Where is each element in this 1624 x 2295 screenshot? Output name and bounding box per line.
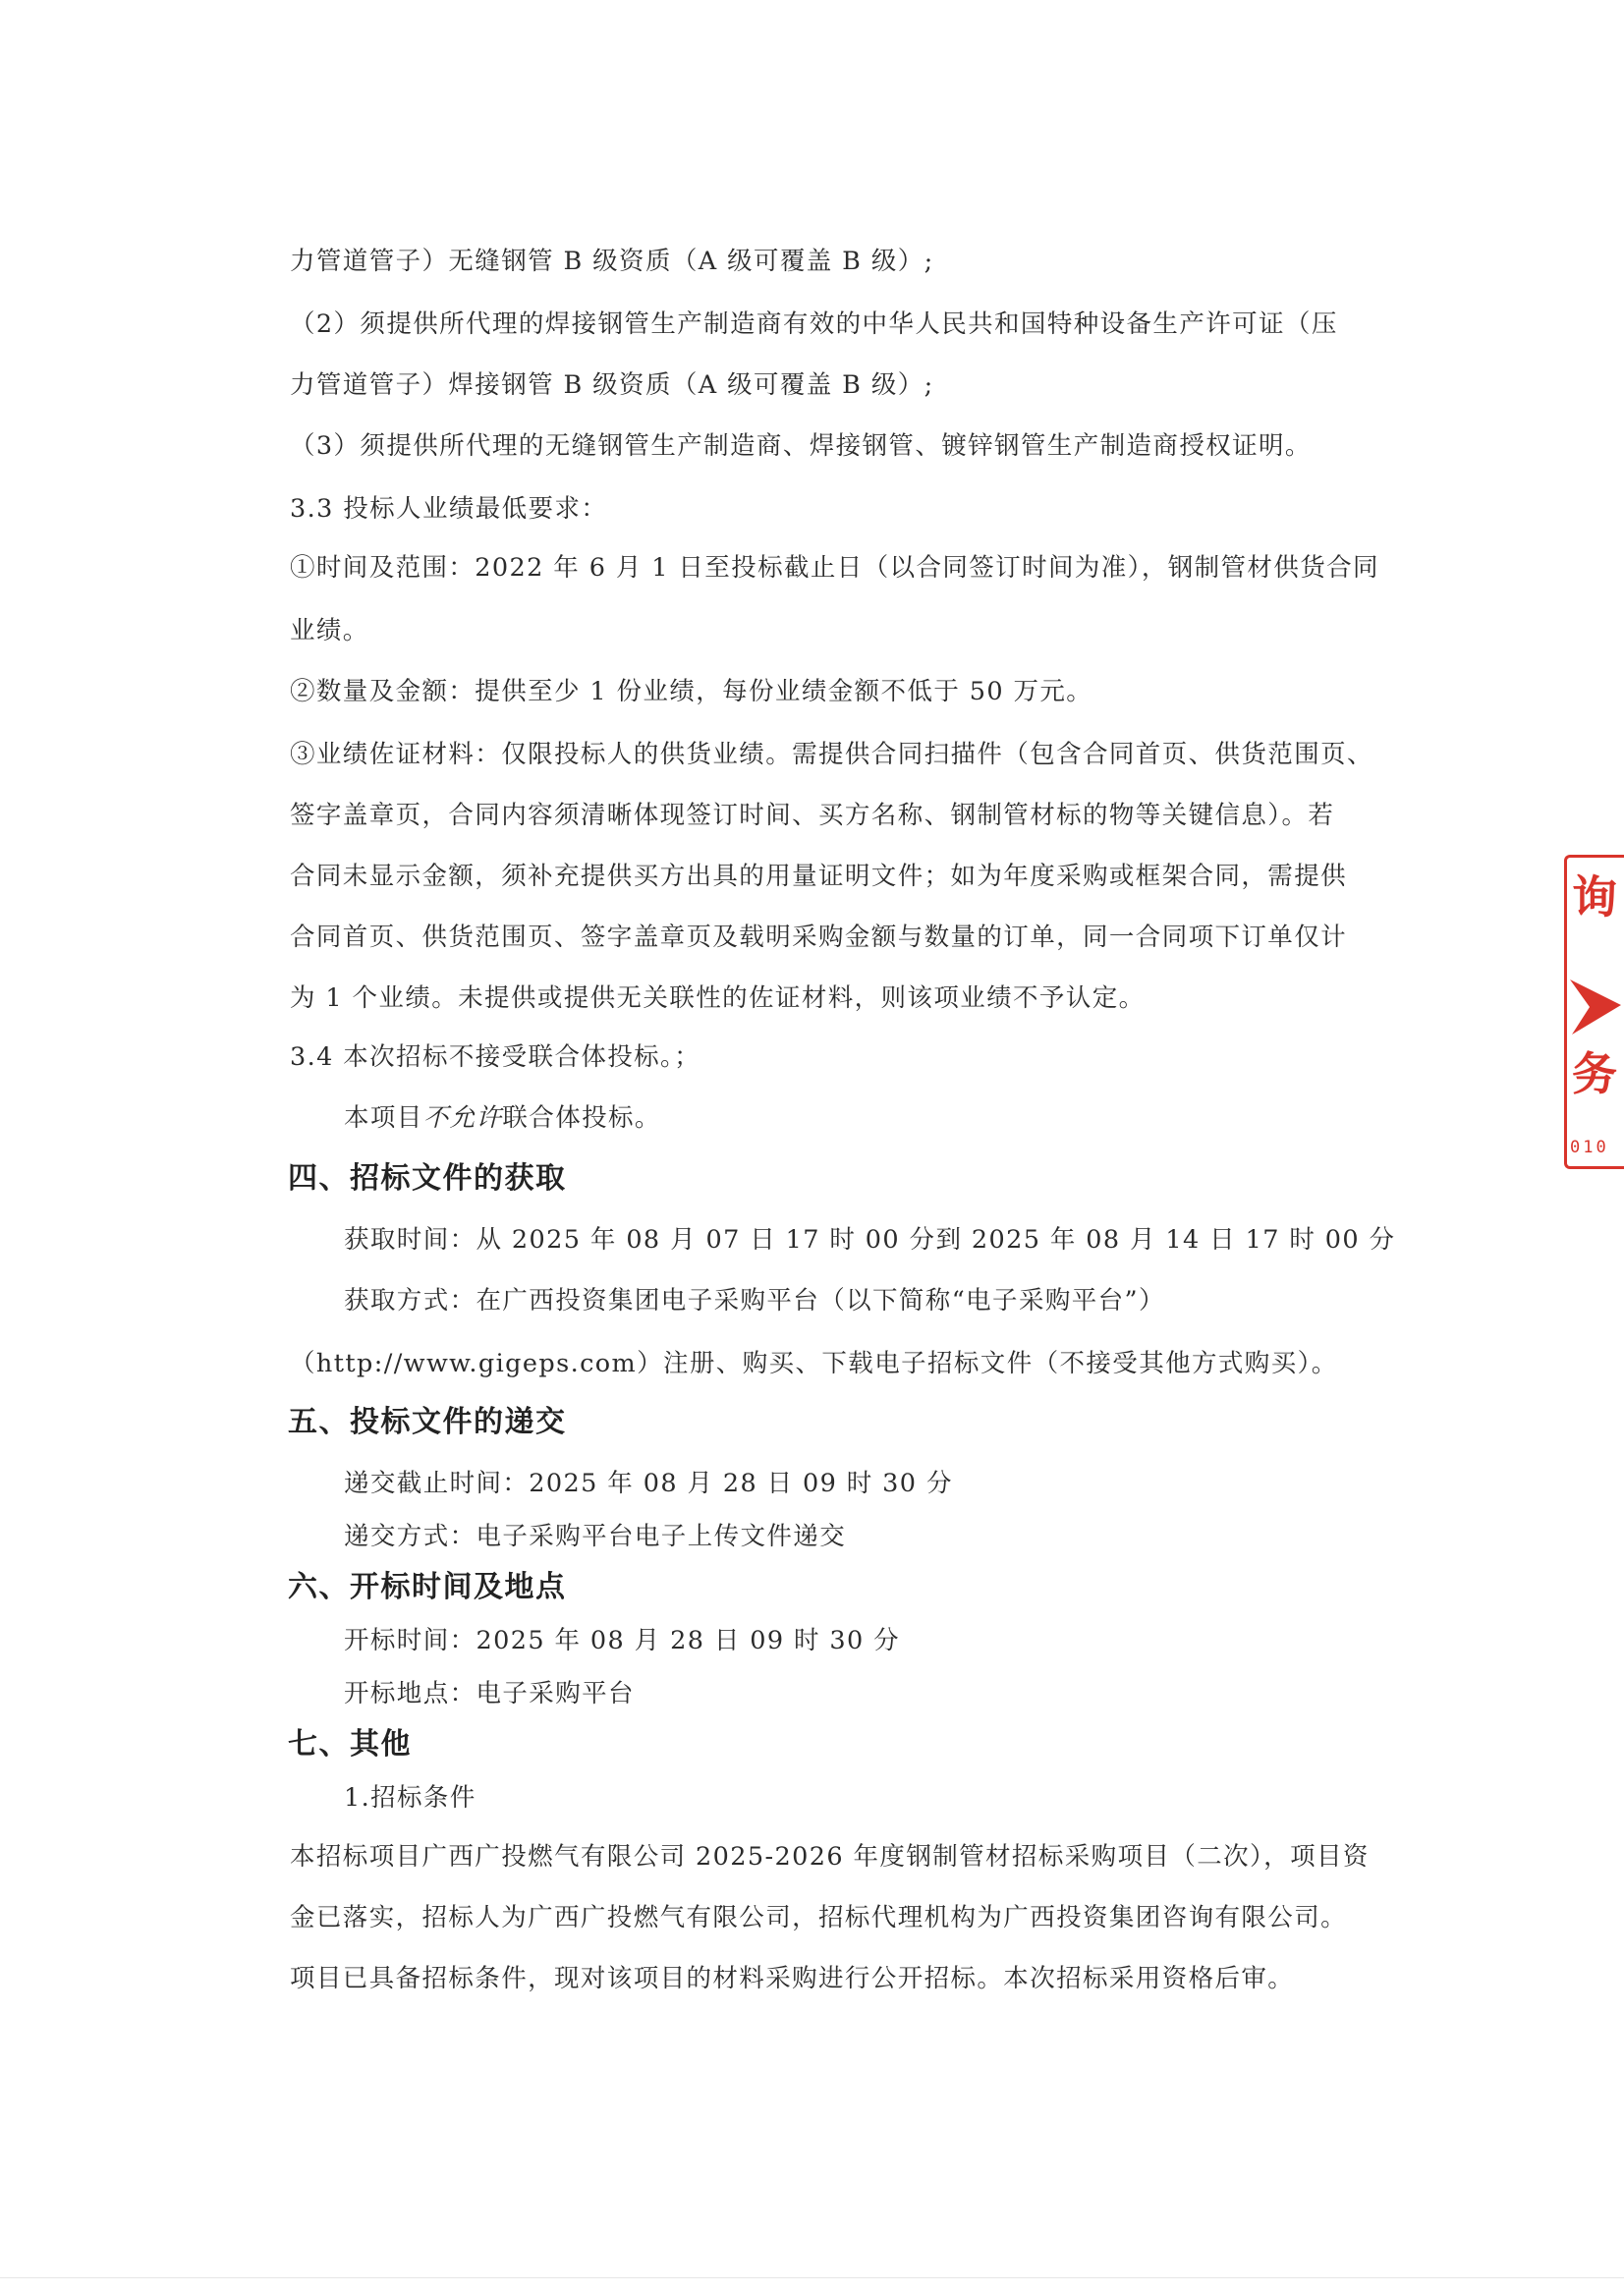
body-line-3: 力管道管子）焊接钢管 B 级资质（A 级可覆盖 B 级）;: [290, 370, 934, 400]
section-4-heading: 四、招标文件的获取: [288, 1161, 567, 1196]
tender-conditions-line-2: 金已落实，招标人为广西广投燃气有限公司，招标代理机构为广西投资集团咨询有限公司。: [290, 1903, 1348, 1932]
opening-time: 开标时间：2025 年 08 月 28 日 09 时 30 分: [344, 1626, 901, 1655]
body-line-5: 3.3 投标人业绩最低要求：: [290, 494, 608, 524]
body-line-11: 合同未显示金额，须补充提供买方出具的用量证明文件；如为年度采购或框架合同，需提供: [290, 862, 1348, 891]
body-line-7: 业绩。: [290, 616, 369, 645]
no-consortium-emphasis: 不允许: [422, 1103, 503, 1133]
tender-conditions-line-3: 项目已具备招标条件，现对该项目的材料采购进行公开招标。本次招标采用资格后审。: [290, 1964, 1295, 1993]
obtain-method: 获取方式：在广西投资集团电子采购平台（以下简称“电子采购平台”）: [344, 1286, 1165, 1315]
seal-character-2: 务: [1572, 1047, 1617, 1100]
section-7-heading: 七、其他: [288, 1727, 412, 1762]
body-line-15: [344, 1100, 661, 1136]
body-line-2: （2）须提供所代理的焊接钢管生产制造商有效的中华人民共和国特种设备生产许可证（压: [290, 309, 1338, 339]
body-line-12: 合同首页、供货范围页、签字盖章页及载明采购金额与数量的订单，同一合同项下订单仅计: [290, 923, 1348, 952]
submit-method: 递交方式：电子采购平台电子上传文件递交: [344, 1522, 847, 1551]
obtain-method-url: （http://www.gigeps.com）注册、购买、下载电子招标文件（不接受其他方式购买）。: [290, 1349, 1338, 1378]
obtain-time: 获取时间：从 2025 年 08 月 07 日 17 时 00 分到 2025 年 08 月 14 日 17 时 00 分: [344, 1225, 1396, 1255]
body-line-1: 力管道管子）无缝钢管 B 级资质（A 级可覆盖 B 级）;: [290, 247, 934, 276]
seal-star-icon: [1568, 978, 1623, 1036]
tender-conditions-heading: 1.招标条件: [344, 1783, 476, 1813]
body-line-8: ②数量及金额：提供至少 1 份业绩，每份业绩金额不低于 50 万元。: [290, 677, 1093, 706]
tender-conditions-line-1: 本招标项目广西广投燃气有限公司 2025-2026 年度钢制管材招标采购项目（二次），项目资: [290, 1842, 1370, 1872]
scan-bottom-edge: [0, 2277, 1624, 2278]
body-line-6: ①时间及范围：2022 年 6 月 1 日至投标截止日（以合同签订时间为准），钢制管材供货合同: [290, 553, 1379, 583]
section-6-heading: 六、开标时间及地点: [288, 1570, 567, 1604]
official-seal-icon: [1562, 855, 1624, 1171]
no-consortium-suffix: 联合体投标。: [502, 1103, 661, 1133]
no-consortium-prefix: 本项目: [344, 1103, 423, 1133]
seal-number: 010: [1570, 1138, 1609, 1157]
body-line-14: 3.4 本次招标不接受联合体投标。；: [290, 1042, 701, 1072]
body-line-4: （3）须提供所代理的无缝钢管生产制造商、焊接钢管、镀锌钢管生产制造商授权证明。: [290, 431, 1312, 461]
seal-character-1: 询: [1572, 870, 1617, 924]
body-line-13: 为 1 个业绩。未提供或提供无关联性的佐证材料，则该项业绩不予认定。: [290, 983, 1146, 1013]
opening-place: 开标地点：电子采购平台: [344, 1679, 635, 1708]
body-line-10: 签字盖章页，合同内容须清晰体现签订时间、买方名称、钢制管材标的物等关键信息）。若: [290, 801, 1335, 830]
submit-deadline: 递交截止时间：2025 年 08 月 28 日 09 时 30 分: [344, 1469, 953, 1498]
body-line-9: ③业绩佐证材料：仅限投标人的供货业绩。需提供合同扫描件（包含合同首页、供货范围页、: [290, 740, 1373, 769]
section-5-heading: 五、投标文件的递交: [288, 1405, 567, 1439]
